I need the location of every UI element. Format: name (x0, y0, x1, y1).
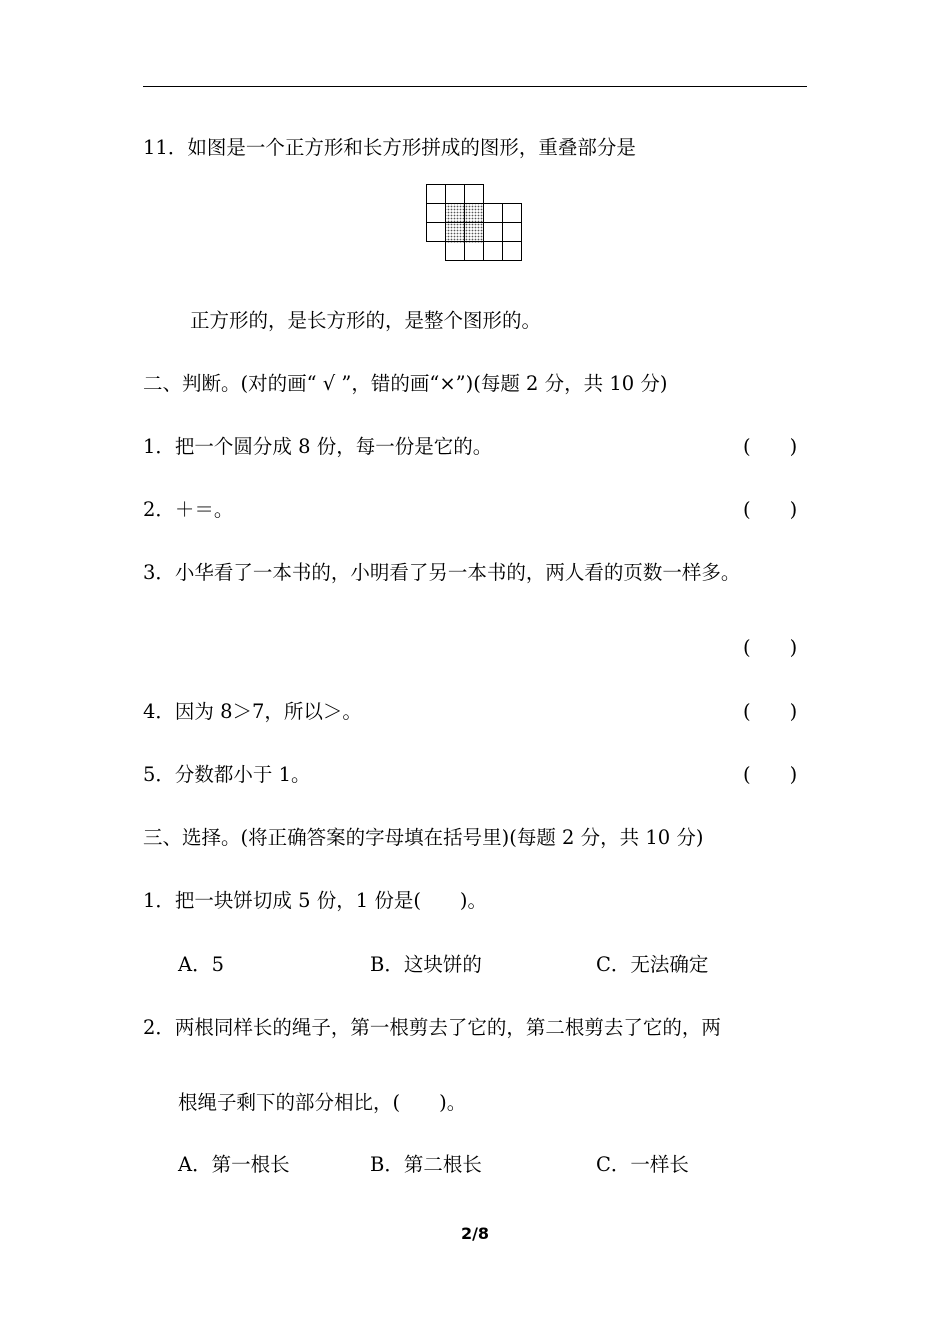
answer-bracket-1[interactable]: ( ) (743, 435, 798, 458)
choice-q2-line2: 根绳子剩下的部分相比，( )。 (178, 1091, 467, 1114)
judge-item-3: 3．小华看了一本书的，小明看了另一本书的，两人看的页数一样多。 (143, 561, 741, 584)
choice-q2-option-c: C．一样长 (596, 1153, 689, 1176)
judge-item-5: 5．分数都小于 1。 (143, 763, 311, 786)
header-rule (143, 86, 807, 87)
judge-item-4: 4．因为 8＞7，所以＞。 (143, 700, 362, 723)
section2-heading: 二、判断。(对的画“ √ ”，错的画“×”)(每题 2 分，共 10 分) (143, 372, 668, 395)
answer-bracket-2[interactable]: ( ) (743, 498, 798, 521)
choice-q1-text: 1．把一块饼切成 5 份，1 份是( )。 (143, 889, 488, 912)
q11-text: 11．如图是一个正方形和长方形拼成的图形，重叠部分是 (143, 136, 636, 159)
answer-bracket-5[interactable]: ( ) (743, 763, 798, 786)
q11-continuation: 正方形的，是长方形的，是整个图形的。 (190, 309, 542, 332)
choice-q2-line1: 2．两根同样长的绳子，第一根剪去了它的，第二根剪去了它的，两 (143, 1016, 721, 1039)
choice-q2-option-b: B．第二根长 (370, 1153, 482, 1176)
judge-item-1: 1．把一个圆分成 8 份，每一份是它的。 (143, 435, 493, 458)
answer-bracket-3[interactable]: ( ) (743, 636, 798, 659)
choice-q1-option-a: A．5 (178, 953, 224, 976)
judge-item-2: 2．＋＝。 (143, 498, 234, 521)
page-number: 2/8 (460, 1224, 490, 1243)
section3-heading: 三、选择。(将正确答案的字母填在括号里)(每题 2 分，共 10 分) (143, 826, 704, 849)
overlap-grid-figure (426, 184, 522, 262)
choice-q1-option-b: B．这块饼的 (370, 953, 482, 976)
answer-bracket-4[interactable]: ( ) (743, 700, 798, 723)
choice-q2-option-a: A．第一根长 (178, 1153, 290, 1176)
choice-q1-option-c: C．无法确定 (596, 953, 709, 976)
